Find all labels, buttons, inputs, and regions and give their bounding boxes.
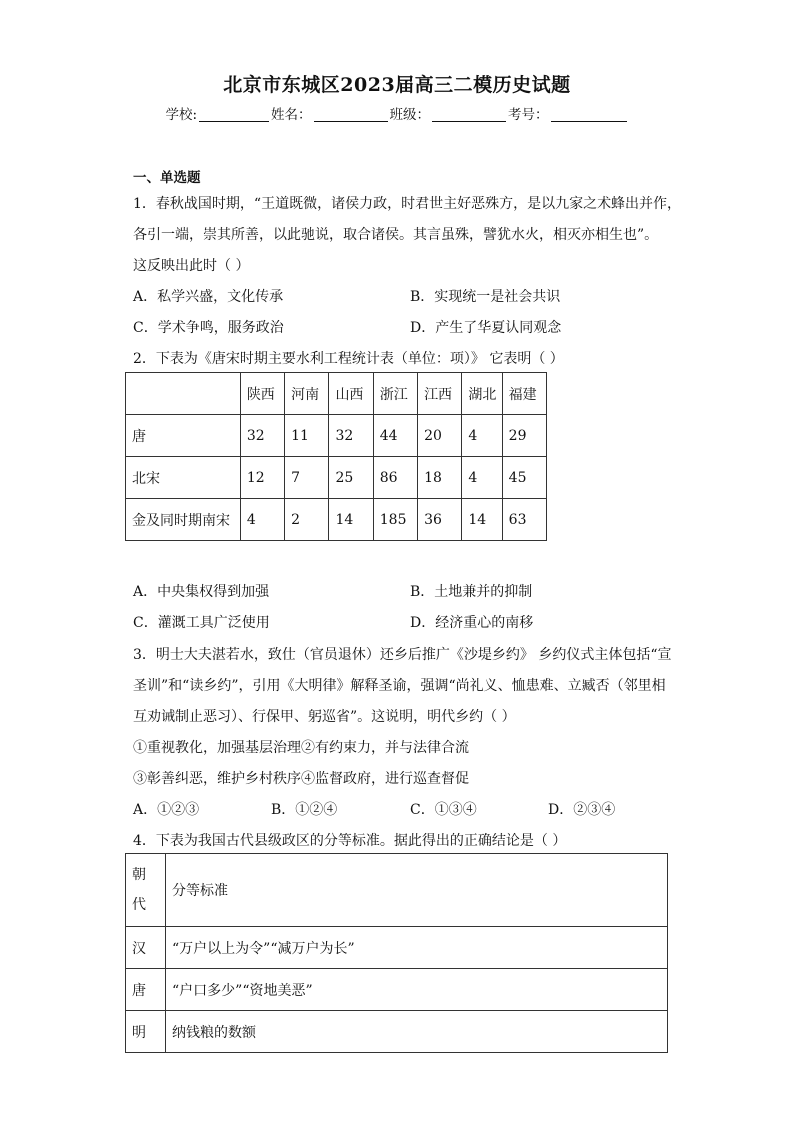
table-cell: “户口多少”“资地美恶”	[166, 969, 668, 1011]
school-blank[interactable]	[199, 107, 269, 122]
table-header-cell: 河南	[285, 373, 329, 415]
q4-table-header-row	[126, 854, 668, 927]
id-blank[interactable]	[551, 107, 627, 122]
table-cell: 唐	[126, 969, 166, 1011]
table-row	[126, 415, 547, 457]
q3-option-c[interactable]: C．①③④	[410, 802, 477, 818]
q2-option-c[interactable]: C．灌溉工具广泛使用	[133, 615, 270, 631]
table-cell: 金及同时期南宋	[126, 499, 241, 541]
table-row	[126, 969, 668, 1011]
table-cell: 汉	[126, 927, 166, 969]
table-header-cell: 福建	[502, 373, 546, 415]
table-cell: 20	[418, 415, 462, 457]
q1-option-c[interactable]: C．学术争鸣，服务政治	[133, 320, 284, 336]
table-row	[126, 927, 668, 969]
table-row	[126, 499, 547, 541]
table-cell: 11	[285, 415, 329, 457]
q2-option-b[interactable]: B．土地兼并的抑制	[410, 584, 533, 600]
q1-option-b[interactable]: B．实现统一是社会共识	[410, 289, 561, 305]
table-header-cell: 浙江	[373, 373, 417, 415]
q2-option-d[interactable]: D．经济重心的南移	[410, 615, 534, 631]
table-cell: 12	[240, 457, 284, 499]
table-cell: 29	[502, 415, 546, 457]
table-header-cell: 分等标准	[166, 854, 668, 927]
table-cell: 185	[373, 499, 417, 541]
q3-stem-line-2: 圣训”和“读乡约”，引用《大明律》解释圣谕，强调“尚礼义、恤患难、立臧否（邻里相	[133, 678, 666, 694]
table-cell: 32	[329, 415, 373, 457]
table-header-cell: 陕西	[240, 373, 284, 415]
table-cell: 63	[502, 499, 546, 541]
table-cell: 唐	[126, 415, 241, 457]
q3-statements-line-2: ③彰善纠恶，维护乡村秩序④监督政府，进行巡查督促	[133, 771, 469, 787]
section-title: 一、单选题	[133, 170, 201, 186]
q3-stem-line-1: 3．明士大夫湛若水，致仕（官员退休）还乡后推广《沙堤乡约》 乡约仪式主体包括“宣	[133, 647, 672, 663]
table-cell: 明	[126, 1011, 166, 1053]
q2-table-header-row	[126, 373, 547, 415]
table-cell: 纳钱粮的数额	[166, 1011, 668, 1053]
name-blank[interactable]	[314, 107, 388, 122]
school-label: 学校:	[165, 107, 198, 123]
table-cell: 32	[240, 415, 284, 457]
q2-stem: 2．下表为《唐宋时期主要水利工程统计表（单位：项）》 它表明（ ）	[133, 351, 564, 367]
table-row	[126, 457, 547, 499]
q1-stem-line-1: 1．春秋战国时期，“王道既微，诸侯力政，时君世主好恶殊方，是以九家之术蜂出并作，	[133, 196, 682, 212]
q3-option-d[interactable]: D．②③④	[548, 802, 616, 818]
q3-option-b[interactable]: B．①②④	[271, 802, 338, 818]
q4-table	[125, 853, 668, 1053]
table-cell: 14	[462, 499, 502, 541]
table-row	[126, 1011, 668, 1053]
student-info-line	[0, 103, 794, 123]
table-cell: 86	[373, 457, 417, 499]
dynasty-header: 朝代	[132, 867, 146, 913]
table-cell: 4	[240, 499, 284, 541]
table-header-cell	[126, 854, 166, 927]
page-title: 北京市东城区2023届高三二模历史试题	[223, 74, 571, 96]
table-cell: 36	[418, 499, 462, 541]
table-header-cell: 湖北	[462, 373, 502, 415]
table-cell: 4	[462, 457, 502, 499]
table-cell: 44	[373, 415, 417, 457]
id-label: 考号：	[508, 107, 549, 123]
table-cell: “万户以上为令”“减万户为长”	[166, 927, 668, 969]
table-header-cell: 江西	[418, 373, 462, 415]
q3-stem-line-3: 互劝诫制止恶习）、行保甲、躬巡省”。这说明，明代乡约（ ）	[133, 709, 516, 725]
table-cell: 北宋	[126, 457, 241, 499]
q1-option-d[interactable]: D．产生了华夏认同观念	[410, 320, 562, 336]
class-label: 班级：	[389, 107, 431, 123]
table-cell: 2	[285, 499, 329, 541]
table-cell: 7	[285, 457, 329, 499]
q2-table	[125, 372, 547, 541]
q4-stem: 4．下表为我国古代县级政区的分等标准。据此得出的正确结论是（ ）	[133, 833, 567, 849]
q3-statements-line-1: ①重视教化，加强基层治理②有约束力，并与法律合流	[133, 740, 469, 756]
q3-option-a[interactable]: A．①②③	[133, 802, 200, 818]
q1-option-a[interactable]: A．私学兴盛，文化传承	[133, 289, 284, 305]
name-label: 姓名：	[271, 107, 312, 123]
table-cell: 14	[329, 499, 373, 541]
table-header-cell: 山西	[329, 373, 373, 415]
table-cell: 45	[502, 457, 546, 499]
q2-option-a[interactable]: A．中央集权得到加强	[133, 584, 270, 600]
q1-stem-line-3: 这反映出此时（ ）	[133, 258, 250, 274]
table-cell: 25	[329, 457, 373, 499]
class-blank[interactable]	[432, 107, 506, 122]
table-cell: 4	[462, 415, 502, 457]
table-header-cell	[126, 373, 241, 415]
table-cell: 18	[418, 457, 462, 499]
q1-stem-line-2: 各引一端，崇其所善，以此驰说，取合诸侯。其言虽殊，譬犹水火，相灭亦相生也”。	[133, 227, 659, 243]
